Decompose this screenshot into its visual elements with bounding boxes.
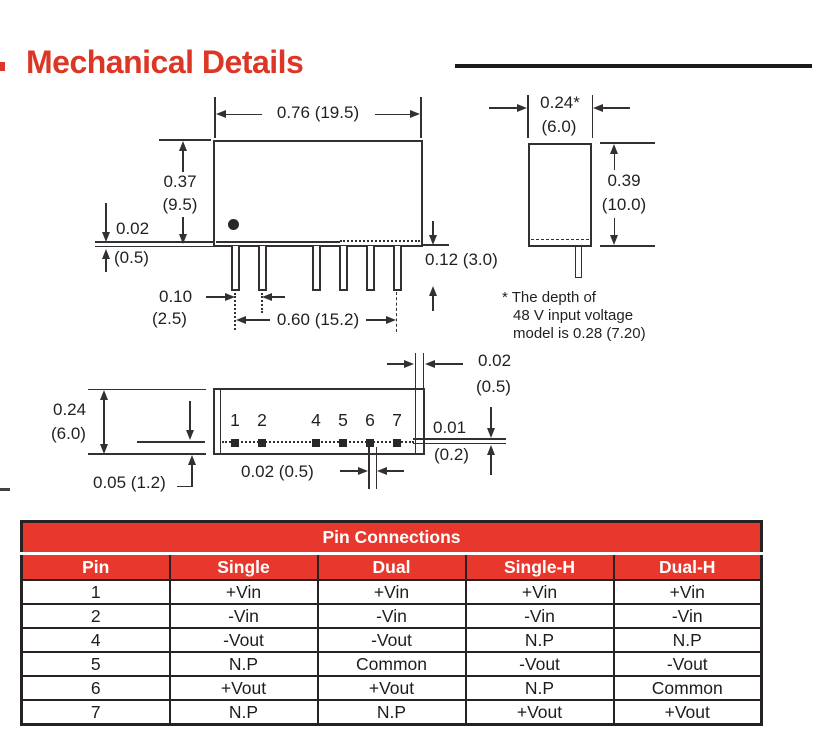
pin-lead-6 <box>366 246 375 291</box>
cell-pin: 7 <box>22 700 170 725</box>
dim-line <box>105 203 107 232</box>
dim-line <box>614 218 616 236</box>
pin-number-label: 7 <box>392 410 402 430</box>
pin-pad <box>258 439 266 447</box>
pin-pad <box>312 439 320 447</box>
pin-lead-2 <box>258 246 267 291</box>
ext-line <box>413 438 506 440</box>
table-row <box>22 676 762 700</box>
ext-line <box>413 443 506 445</box>
arrowhead <box>358 467 368 475</box>
pin-lead-5 <box>339 246 348 291</box>
dim-label-body-height: 0.37 <box>163 172 197 191</box>
arrowhead <box>517 104 527 112</box>
pin1-marker-dot <box>228 219 239 230</box>
dim-line <box>489 107 518 109</box>
ext-line <box>396 292 397 332</box>
dim-line <box>191 464 193 487</box>
dim-label-standoff: 0.02 <box>116 219 150 238</box>
dim-label-side-height-mm: (10.0) <box>601 195 647 214</box>
cell: N.P <box>170 652 318 676</box>
dim-line <box>226 114 262 116</box>
cell: +Vin <box>170 580 318 604</box>
dim-label-side-height: 0.39 <box>607 171 641 190</box>
cell-pin: 2 <box>22 604 170 628</box>
arrowhead <box>186 430 194 440</box>
ext-line <box>95 246 213 248</box>
pin-number-label: 4 <box>311 410 321 430</box>
col-header-single-h: Single-H <box>466 554 614 581</box>
cell-pin: 1 <box>22 580 170 604</box>
cell: -Vin <box>170 604 318 628</box>
pin-pad <box>366 439 374 447</box>
dim-line <box>490 407 492 428</box>
arrowhead <box>386 316 396 324</box>
col-header-single: Single <box>170 554 318 581</box>
cell-pin: 4 <box>22 628 170 652</box>
dim-line <box>387 470 404 472</box>
dim-line <box>387 363 405 365</box>
arrowhead <box>179 234 187 244</box>
arrowhead <box>610 235 618 245</box>
dim-line <box>614 152 616 170</box>
arrowhead <box>487 428 495 438</box>
cell: -Vout <box>318 628 466 652</box>
ext-line <box>137 441 205 443</box>
arrowhead <box>425 360 435 368</box>
col-header-dual: Dual <box>318 554 466 581</box>
dim-line <box>432 221 434 236</box>
pin-number-label: 5 <box>338 410 348 430</box>
dim-line <box>603 107 630 109</box>
dim-label-wall: 0.02 <box>478 351 512 370</box>
dim-label-depth-mm: (6.0) <box>541 117 577 136</box>
cell: -Vin <box>614 604 762 628</box>
dim-label-pin-span: 0.60 (15.2) <box>276 310 360 329</box>
dim-line <box>432 295 434 311</box>
table-title: Pin Connections <box>22 522 762 554</box>
leader-line <box>177 486 192 488</box>
page-edge-black-mark <box>0 488 10 491</box>
arrowhead <box>429 235 437 245</box>
table-row <box>22 604 762 628</box>
arrowhead <box>100 444 108 454</box>
dim-label-body-height-mm: (9.5) <box>162 195 198 214</box>
ext-line <box>600 142 655 144</box>
cell: N.P <box>614 628 762 652</box>
standoff-line <box>216 241 340 243</box>
cell: N.P <box>466 628 614 652</box>
table-row <box>22 628 762 652</box>
ext-line <box>592 95 594 138</box>
pin-connections-table <box>20 520 763 726</box>
arrowhead <box>236 316 246 324</box>
table-row <box>22 700 762 725</box>
page-title: Mechanical Details <box>26 44 304 80</box>
cell: N.P <box>318 700 466 725</box>
dim-label-bottom-depth-mm: (6.0) <box>51 424 86 443</box>
cell-pin: 5 <box>22 652 170 676</box>
cell: -Vin <box>318 604 466 628</box>
dim-line <box>103 398 105 445</box>
dim-line <box>340 470 359 472</box>
arrowhead <box>377 467 387 475</box>
dim-line <box>366 319 387 321</box>
ext-line <box>600 245 655 247</box>
dim-line <box>490 454 492 475</box>
pin-lead-1 <box>231 246 240 291</box>
dim-line <box>375 114 411 116</box>
col-header-pin: Pin <box>22 554 170 581</box>
table-header-row <box>22 554 762 581</box>
cell: -Vin <box>466 604 614 628</box>
dim-label-pin-length: 0.12 (3.0) <box>425 250 498 269</box>
page-edge-red-mark <box>0 62 5 71</box>
dim-label-depth: 0.24* <box>540 93 580 112</box>
cell: -Vout <box>170 628 318 652</box>
table-title-row <box>22 522 762 554</box>
dim-line <box>182 149 184 172</box>
pin-pad <box>231 439 239 447</box>
dim-label-pin-thickness-mm: (0.2) <box>434 445 469 464</box>
pin-lead-4 <box>312 246 321 291</box>
cell: Common <box>318 652 466 676</box>
pin-number-label: 1 <box>230 410 240 430</box>
cell: +Vin <box>614 580 762 604</box>
ext-line <box>368 447 370 489</box>
cell: +Vout <box>170 676 318 700</box>
dim-line <box>105 258 107 272</box>
package-body-front <box>213 140 423 247</box>
ext-line <box>527 95 529 138</box>
dim-label-pin-row-offset: 0.05 (1.2) <box>93 473 166 492</box>
col-header-dual-h: Dual-H <box>614 554 762 581</box>
pin-lead-side <box>575 247 582 278</box>
cell: +Vout <box>466 700 614 725</box>
cell: Common <box>614 676 762 700</box>
dim-line <box>182 217 184 235</box>
cell-pin: 6 <box>22 676 170 700</box>
standoff-hidden-line <box>340 240 420 242</box>
cell: N.P <box>466 676 614 700</box>
dim-label-pin-thickness: 0.01 <box>433 418 467 437</box>
cell: +Vin <box>466 580 614 604</box>
cell: +Vout <box>318 676 466 700</box>
dim-label-wall-mm: (0.5) <box>476 377 511 396</box>
header-rule <box>455 64 812 68</box>
dim-line <box>246 319 270 321</box>
ext-line <box>415 353 417 388</box>
dim-line <box>435 363 463 365</box>
dim-label-standoff-mm: (0.5) <box>114 248 149 267</box>
standoff-hidden-line <box>531 239 589 240</box>
dim-label-bottom-depth: 0.24 <box>53 400 87 419</box>
dim-label-pin-pitch: 0.10 <box>159 287 193 306</box>
cell: -Vout <box>466 652 614 676</box>
cell: N.P <box>170 700 318 725</box>
footnote-line-2: 48 V input voltage <box>513 307 634 324</box>
arrowhead <box>404 360 414 368</box>
table-row <box>22 652 762 676</box>
dim-label-pin-width: 0.02 (0.5) <box>241 462 314 481</box>
footnote-line-1: * The depth of <box>502 289 596 306</box>
pin-number-label: 6 <box>365 410 375 430</box>
arrowhead <box>216 110 226 118</box>
pin-lead-7 <box>393 246 402 291</box>
table-row <box>22 580 762 604</box>
pin-number-label: 2 <box>257 410 267 430</box>
dim-label-body-width: 0.76 (19.5) <box>276 103 360 122</box>
arrowhead <box>593 104 603 112</box>
inner-wall-line <box>220 390 222 453</box>
pin-pad <box>393 439 401 447</box>
cell: +Vin <box>318 580 466 604</box>
ext-line <box>420 97 422 138</box>
dim-line <box>189 401 191 430</box>
footnote-line-3: model is 0.28 (7.20) <box>513 325 646 342</box>
package-body-side <box>528 143 592 247</box>
ext-line <box>95 241 213 243</box>
ext-line <box>423 353 425 388</box>
arrowhead <box>225 293 235 301</box>
arrowhead <box>262 293 272 301</box>
dim-label-pin-pitch-mm: (2.5) <box>152 309 187 328</box>
pin-pad <box>339 439 347 447</box>
dim-line <box>272 296 285 298</box>
cell: -Vout <box>614 652 762 676</box>
arrowhead <box>410 110 420 118</box>
cell: +Vout <box>614 700 762 725</box>
dim-line <box>206 296 226 298</box>
